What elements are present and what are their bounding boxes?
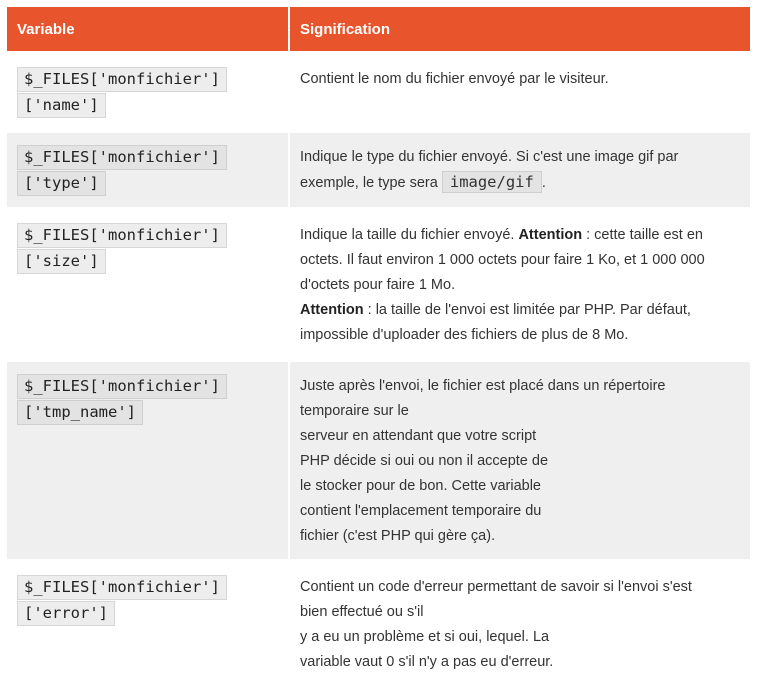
description-text: : la taille de l'envoi est limitée par PHP. Par défaut, impossible d'uploader des fichiers de plus de 8 Mo. bbox=[300, 302, 691, 343]
description-text: Indique la taille du fichier envoyé. bbox=[300, 227, 519, 243]
description-cell bbox=[290, 362, 750, 559]
variable-code-line2: ['size'] bbox=[17, 249, 106, 274]
variable-code-line1: $_FILES['monfichier'] bbox=[17, 145, 227, 170]
header-signification: Signification bbox=[290, 7, 750, 51]
description-text-end: . bbox=[541, 175, 546, 191]
variable-code-line2: ['type'] bbox=[17, 171, 106, 196]
description-line: fichier (c'est PHP qui gère ça). bbox=[300, 528, 496, 544]
inline-code: image/gif bbox=[442, 171, 542, 193]
description-line: Juste après l'envoi, le fichier est placé dans un répertoire bbox=[300, 378, 666, 394]
variable-code-line1: $_FILES['monfichier'] bbox=[17, 67, 227, 92]
header-row bbox=[7, 7, 750, 51]
table-row bbox=[7, 362, 750, 559]
description-line: Contient un code d'erreur permettant de savoir si l'envoi s'est bbox=[300, 579, 692, 595]
description-text: : cette taille est en octets. Il faut environ 1 000 octets pour faire 1 Ko, et 1 000 000 d'octets pour faire 1 Mo. bbox=[300, 227, 705, 293]
variable-cell bbox=[7, 211, 290, 358]
variable-cell bbox=[7, 55, 290, 129]
description-line: bien effectué ou s'il bbox=[300, 604, 424, 620]
attention-label: Attention bbox=[518, 227, 583, 243]
variable-cell bbox=[7, 133, 290, 207]
description-line: variable vaut 0 s'il n'y a pas eu d'erreur. bbox=[300, 654, 554, 670]
table-row bbox=[7, 211, 750, 358]
table-row bbox=[7, 55, 750, 129]
description-line: le stocker pour de bon. Cette variable bbox=[300, 478, 541, 494]
description-line: temporaire sur le bbox=[300, 403, 409, 419]
variables-table bbox=[7, 3, 750, 689]
attention-label: Attention bbox=[300, 302, 364, 318]
variable-code-line1: $_FILES['monfichier'] bbox=[17, 374, 227, 399]
description-line: PHP décide si oui ou non il accepte de bbox=[300, 453, 549, 469]
variable-cell bbox=[7, 563, 290, 685]
variable-code-line2: ['name'] bbox=[17, 93, 106, 118]
variable-code-line2: ['tmp_name'] bbox=[17, 400, 143, 425]
header-variable: Variable bbox=[7, 7, 290, 51]
table-row bbox=[7, 563, 750, 685]
variable-code-line1: $_FILES['monfichier'] bbox=[17, 223, 227, 248]
description-text: Contient le nom du fichier envoyé par le visiteur. bbox=[300, 71, 609, 87]
description-line: y a eu un problème et si oui, lequel. La bbox=[300, 629, 550, 645]
description-line: contient l'emplacement temporaire du bbox=[300, 503, 542, 519]
description-cell bbox=[290, 55, 750, 129]
description-cell bbox=[290, 563, 750, 685]
description-cell bbox=[290, 133, 750, 207]
variable-code-line2: ['error'] bbox=[17, 601, 115, 626]
variable-cell bbox=[7, 362, 290, 559]
variable-code-line1: $_FILES['monfichier'] bbox=[17, 575, 227, 600]
description-line: serveur en attendant que votre script bbox=[300, 428, 537, 444]
description-text: Indique le type du fichier envoyé. Si c'est une image gif par exemple, le type sera bbox=[300, 149, 679, 191]
description-cell bbox=[290, 211, 750, 358]
table-row bbox=[7, 133, 750, 207]
